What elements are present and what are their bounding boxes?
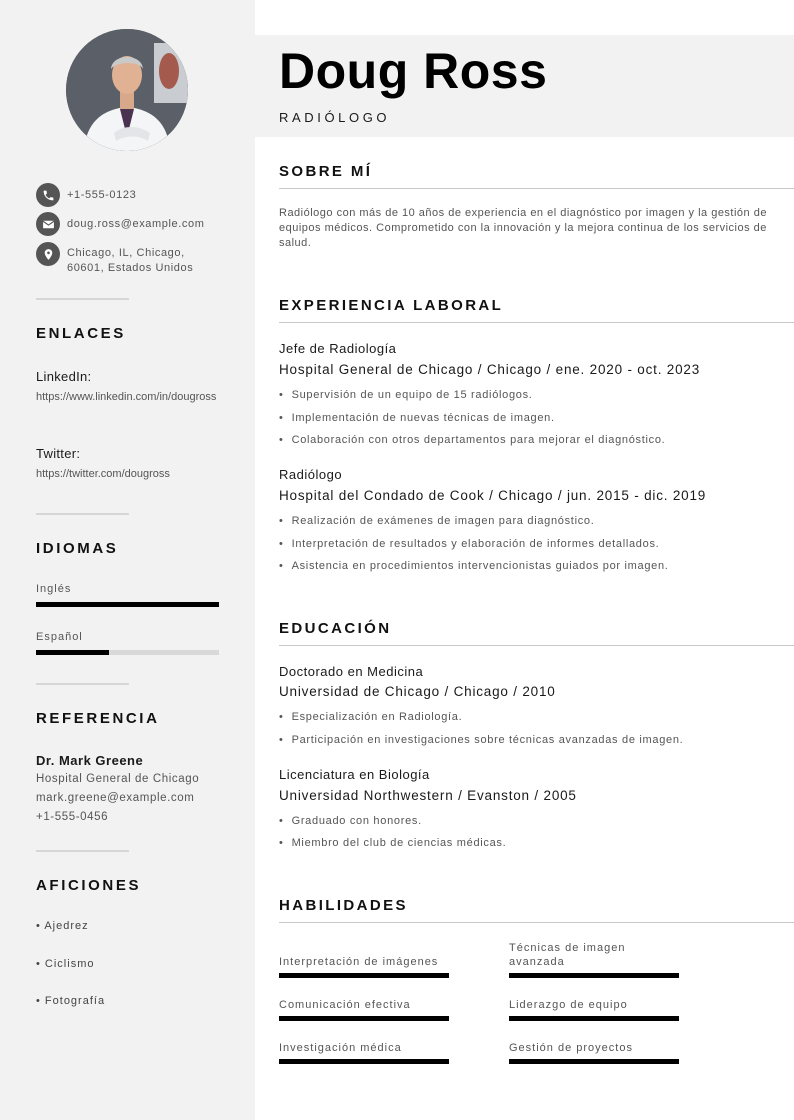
sidebar [0,0,255,1120]
job-title: Jefe de Radiología [279,341,397,356]
contact-address [36,242,212,276]
phone-icon [36,183,60,207]
skill-label: Comunicación efectiva [279,999,411,1011]
about-title: SOBRE MÍ [279,163,373,180]
job-bullet: • Interpretación de resultados y elaboración de informes detallados. [279,538,659,550]
hobby-item: • Ciclismo [36,958,95,970]
about-text: Radiólogo con más de 10 años de experiencia en el diagnóstico por imagen y la gestión de equipos médicos. Comprometido con la innovación y la mejora continua de los servicios de salud. [279,207,767,249]
twitter-url[interactable]: https://twitter.com/dougross [36,468,170,480]
degree-bullet: • Participación en investigaciones sobre técnicas avanzadas de imagen. [279,734,683,746]
language-label: Español [36,631,83,643]
language-level-fill [36,602,219,607]
job-bullet: • Asistencia en procedimientos intervencionistas guiados por imagen. [279,560,669,572]
languages-title: IDIOMAS [36,540,119,557]
phone-text: +1-555-0123 [67,189,137,201]
skill-bar [509,1059,679,1064]
job-bullet: • Colaboración con otros departamentos para mejorar el diagnóstico. [279,434,665,446]
mail-icon [36,212,60,236]
skills-title: HABILIDADES [279,897,408,914]
reference-org: Hospital General de Chicago [36,773,200,785]
degree-institution: Universidad Northwestern / Evanston / 2005 [279,788,577,803]
skill-label: Investigación médica [279,1042,402,1054]
twitter-label: Twitter: [36,446,81,461]
hobby-item: • Fotografía [36,995,106,1007]
degree-bullet: • Especialización en Radiología. [279,711,462,723]
language-label: Inglés [36,583,72,595]
sidebar-divider [36,513,129,515]
skill-label: Técnicas de imagen avanzada [509,942,626,968]
skill-bar [279,973,449,978]
language-level-bar [36,650,219,655]
reference-title: REFERENCIA [36,710,160,727]
education-title: EDUCACIÓN [279,620,392,637]
location-pin-icon [36,242,60,266]
skill-label: Liderazgo de equipo [509,999,628,1011]
degree-bullet: • Miembro del club de ciencias médicas. [279,837,506,849]
sidebar-divider [36,298,129,300]
skill-bar [509,1016,679,1021]
profile-photo [66,29,188,151]
experience-title: EXPERIENCIA LABORAL [279,297,504,314]
sidebar-divider [36,683,129,685]
contact-email [36,212,217,236]
sidebar-divider [36,850,129,852]
skill-bar [279,1016,449,1021]
skill-bar [279,1059,449,1064]
contact-phone [36,183,217,207]
linkedin-url[interactable]: https://www.linkedin.com/in/dougross [36,391,217,403]
skill-bar [509,973,679,978]
job-bullet: • Realización de exámenes de imagen para diagnóstico. [279,515,595,527]
reference-phone: +1-555-0456 [36,811,109,823]
hobbies-title: AFICIONES [36,877,142,894]
job-title: Radiólogo [279,467,343,482]
job-bullet: • Supervisión de un equipo de 15 radiólogos. [279,389,533,401]
section-rule [279,922,794,923]
candidate-role: RADIÓLOGO [279,110,391,125]
reference-email[interactable]: mark.greene@example.com [36,792,195,804]
hobby-label: Fotografía [44,995,106,1007]
candidate-name: Doug Ross [279,43,548,99]
degree-title: Doctorado en Medicina [279,664,424,679]
job-organization: Hospital General de Chicago / Chicago / ene. 2020 - oct. 2023 [279,362,701,377]
hobby-label: Ajedrez [44,920,89,932]
address-text: Chicago, IL, Chicago, 60601, Estados Unidos [67,247,194,274]
degree-title: Licenciatura en Biología [279,767,430,782]
hobby-item: • Ajedrez [36,920,89,932]
linkedin-label: LinkedIn: [36,369,92,384]
skill-label: Interpretación de imágenes [279,956,439,968]
email-text: doug.ross@example.com [67,218,205,230]
section-rule [279,645,794,646]
job-organization: Hospital del Condado de Cook / Chicago / jun. 2015 - dic. 2019 [279,488,707,503]
job-bullet: • Implementación de nuevas técnicas de imagen. [279,412,555,424]
language-level-fill [36,650,109,655]
hobby-label: Ciclismo [44,958,95,970]
language-level-bar [36,602,219,607]
skill-label: Gestión de proyectos [509,1042,633,1054]
degree-institution: Universidad de Chicago / Chicago / 2010 [279,684,556,699]
links-title: ENLACES [36,325,126,342]
section-rule [279,188,794,189]
reference-name: Dr. Mark Greene [36,753,144,768]
degree-bullet: • Graduado con honores. [279,815,422,827]
section-rule [279,322,794,323]
